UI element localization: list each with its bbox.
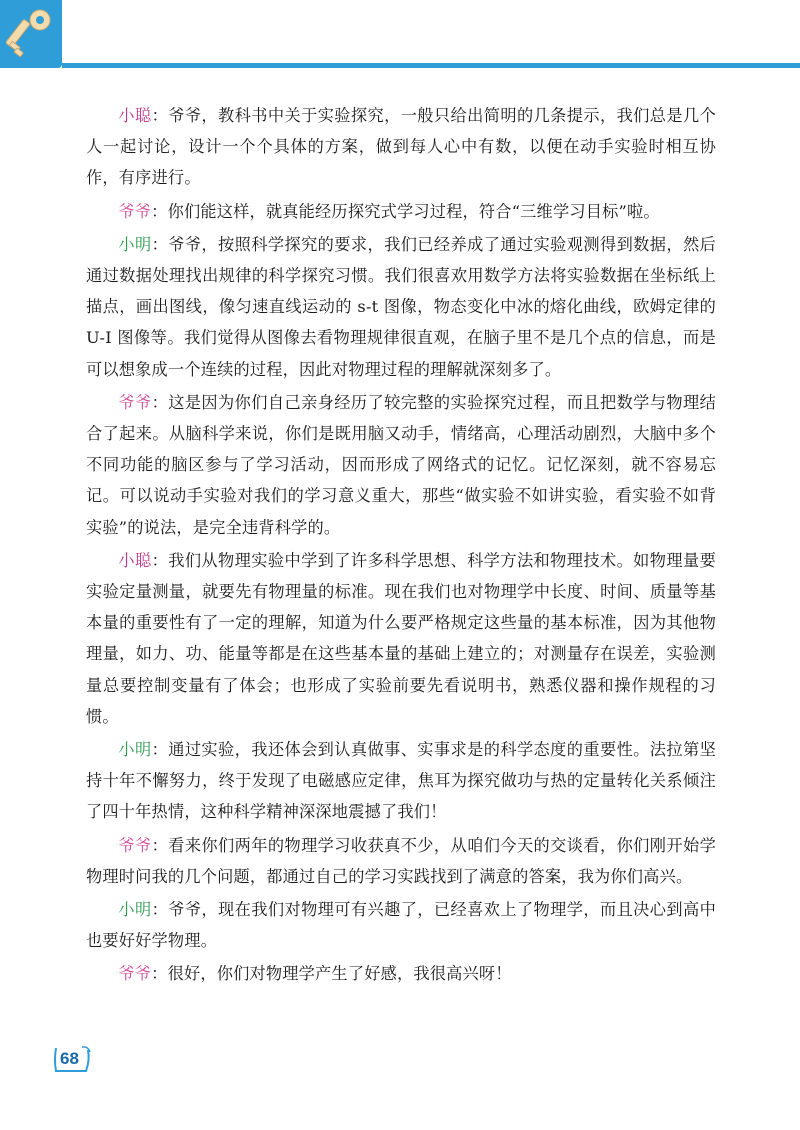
dialogue-text: 很好，你们对物理学产生了好感，我很高兴呀！	[167, 964, 512, 984]
header-tab	[0, 0, 62, 68]
speaker-name: 小聪	[118, 106, 152, 125]
speaker-separator: ：	[151, 392, 169, 412]
dialogue-paragraph	[86, 545, 716, 732]
dialogue-text: 爷爷，教科书中关于实验探究，一般只给出简明的几条提示，我们总是几个人一起讨论，设计一个个具体的方案，做到每人心中有数，以便在动手实验时相互协作，有序进行。	[86, 106, 716, 188]
speaker-separator: ：	[151, 201, 168, 221]
speaker-name: 小聪	[118, 550, 152, 570]
page-number: 68	[60, 1049, 79, 1068]
speaker-name: 爷爷	[118, 201, 152, 221]
speaker-name: 爷爷	[118, 964, 152, 984]
speaker-separator: ：	[151, 740, 169, 760]
dialogue-paragraph	[86, 830, 716, 892]
speaker-separator: ：	[151, 900, 169, 920]
speaker-separator: ：	[151, 964, 168, 984]
speaker-name: 小明	[118, 900, 152, 920]
dialogue-paragraph	[86, 958, 716, 989]
dialogue-text: 你们能这样，就真能经历探究式学习过程，符合“三维学习目标”啦。	[167, 201, 660, 221]
page-header	[0, 0, 800, 70]
dialogue-paragraph	[86, 196, 716, 227]
key-icon	[6, 6, 56, 62]
header-rule	[62, 63, 800, 68]
dialogue-body	[86, 100, 716, 992]
dialogue-paragraph	[86, 894, 716, 956]
dialogue-paragraph	[86, 100, 716, 194]
dialogue-text: 这是因为你们自己亲身经历了较完整的实验探究过程，而且把数学与物理结合了起来。从脑科学来说，你们是既用脑又动手，情绪高，心理活动剧烈，大脑中多个不同功能的脑区参与了学习活动，因而形成了网络式的记忆。记忆深刻，就不容易忘记。可以说动手实验对我们的学习意义重大，那些“做实验不如讲实验，看实验不如背实验”的说法，是完全违背科学的。	[86, 392, 716, 537]
dialogue-text: 看来你们两年的物理学习收获真不少，从咱们今天的交谈看，你们刚开始学物理时问我的几个问题，都通过自己的学习实践找到了满意的答案，我为你们高兴。	[86, 835, 716, 886]
dialogue-text: 爷爷，按照科学探究的要求，我们已经养成了通过实验观测得到数据，然后通过数据处理找出规律的科学探究习惯。我们很喜欢用数学方法将实验数据在坐标纸上描点，画出图线，像匀速直线运动的 s-t 图像，物态变化中冰的熔化曲线，欧姆定律的 U-I 图像等。我们觉得从图像去看物理规律很直观，在脑子里不是几个点的信息，而是可以想象成一个连续的过程，因此对物理过程的理解就深刻多了。	[86, 234, 716, 379]
speaker-name: 爷爷	[118, 392, 152, 412]
speaker-separator: ：	[151, 106, 169, 125]
dialogue-text: 通过实验，我还体会到认真做事、实事求是的科学态度的重要性。法拉第坚持十年不懈努力，终于发现了电磁感应定律，焦耳为探究做功与热的定量转化关系倾注了四十年热情，这种科学精神深深地震撼了我们！	[86, 740, 716, 822]
dialogue-text: 我们从物理实验中学到了许多科学思想、科学方法和物理技术。如物理量要实验定量测量，就要先有物理量的标准。现在我们也对物理学中长度、时间、质量等基本量的重要性有了一定的理解，知道为什么要严格规定这些量的基本标准，因为其他物理量，如力、功、能量等都是在这些基本量的基础上建立的；对测量存在误差，实验测量总要控制变量有了体会；也形成了实验前要先看说明书，熟悉仪器和操作规程的习惯。	[86, 550, 716, 726]
dialogue-paragraph	[86, 387, 716, 543]
dialogue-paragraph	[86, 734, 716, 828]
speaker-name: 小明	[118, 740, 152, 760]
dialogue-text: 爷爷，现在我们对物理可有兴趣了，已经喜欢上了物理学，而且决心到高中也要好好学物理。	[86, 900, 716, 951]
speaker-name: 小明	[118, 234, 152, 254]
speaker-separator: ：	[151, 234, 169, 254]
speaker-name: 爷爷	[118, 835, 152, 855]
speaker-separator: ：	[151, 550, 169, 570]
speaker-separator: ：	[151, 835, 169, 855]
dialogue-paragraph	[86, 229, 716, 385]
